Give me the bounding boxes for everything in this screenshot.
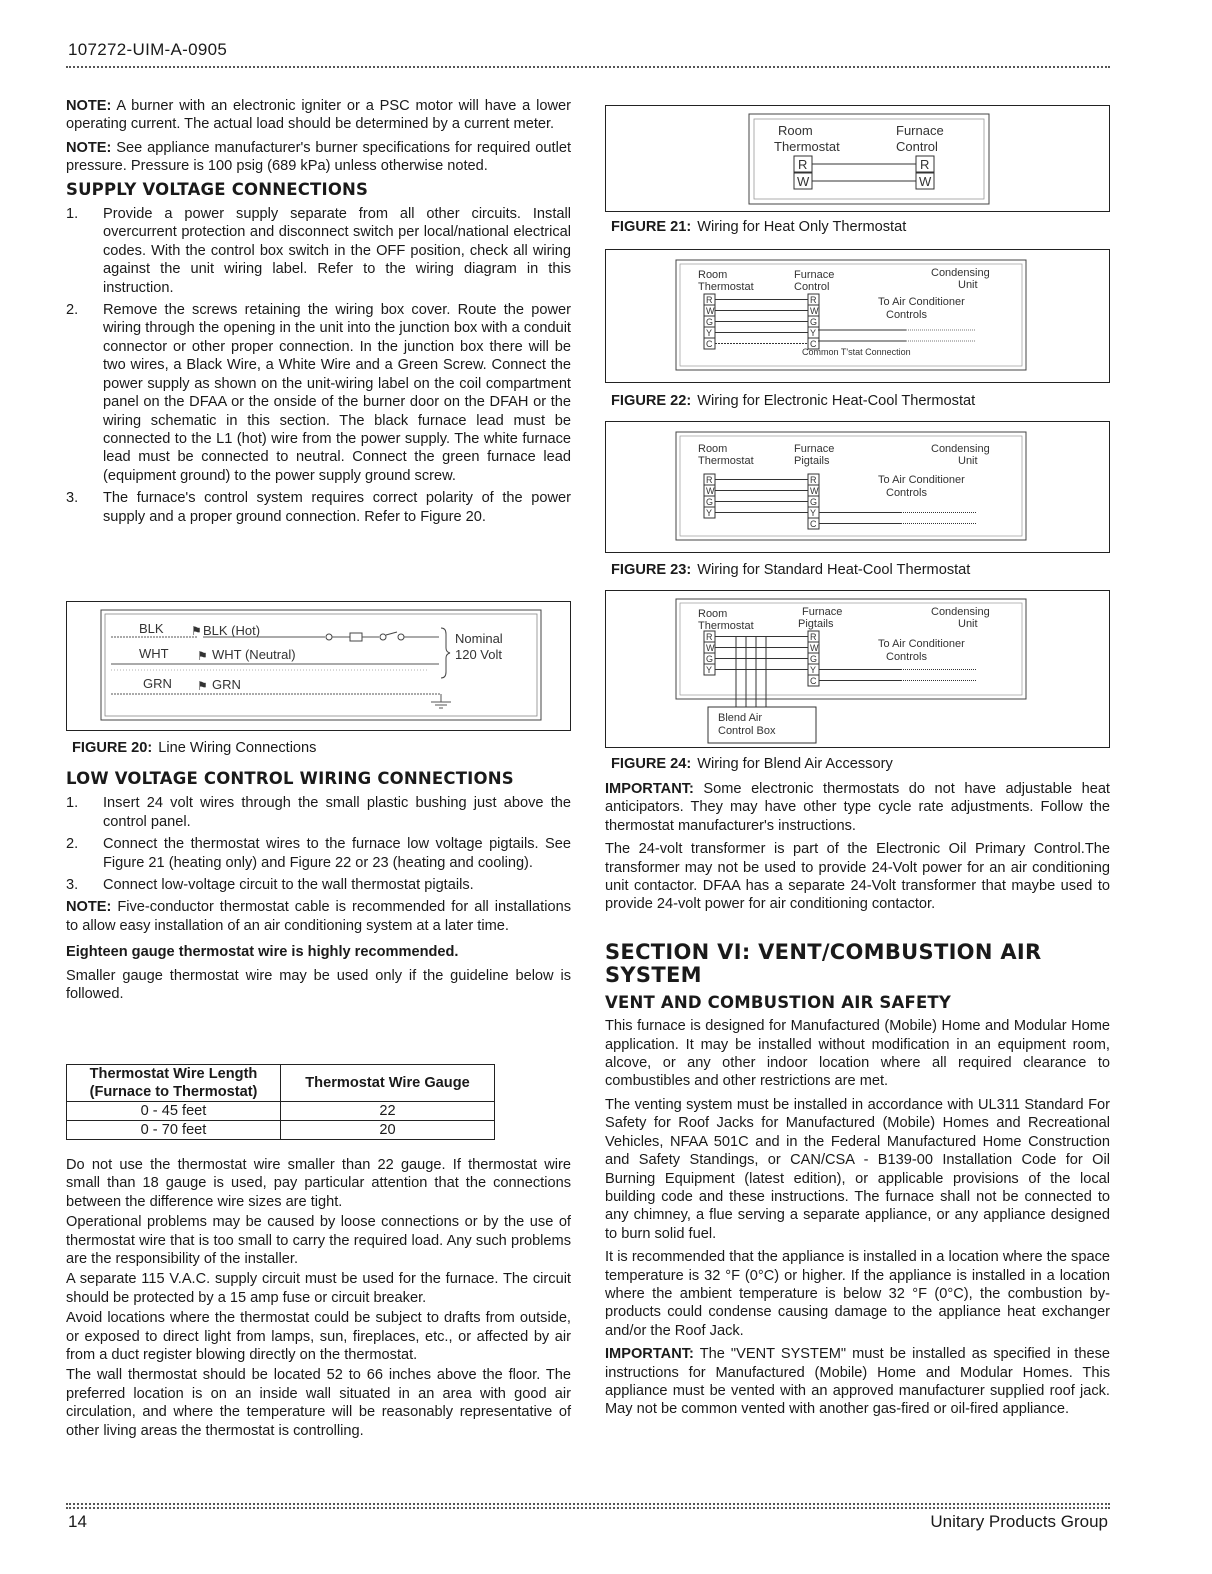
caption-text: Wiring for Standard Heat-Cool Thermostat: [697, 562, 971, 578]
terminal-y: Y: [810, 665, 817, 675]
header-line: Thermostat Wire Length: [89, 1066, 258, 1082]
document-id: 107272-UIM-A-0905: [68, 40, 228, 59]
terminal-r: R: [706, 632, 713, 642]
terminal-r: R: [706, 295, 713, 305]
col-header-gauge: Thermostat Wire Gauge: [281, 1065, 495, 1102]
terminal-w: W: [919, 174, 932, 189]
room-label: Room: [778, 123, 813, 138]
note-text: See appliance manufacturer's burner specifications for required outlet pressure. Pressure is 100 psig (689 kPa) unless otherwise noted.: [66, 139, 571, 175]
cell-length: 0 - 70 feet: [67, 1121, 281, 1140]
cell-length: 0 - 45 feet: [67, 1102, 281, 1121]
eighteen-gauge-note: Eighteen gauge thermostat wire is highly recommended.: [66, 944, 459, 961]
low-voltage-heading: LOW VOLTAGE CONTROL WIRING CONNECTIONS: [66, 769, 514, 788]
list-number: 1.: [66, 795, 79, 812]
line-wiring-diagram: [67, 602, 572, 732]
note-paragraph: [66, 898, 571, 935]
left-column: [66, 97, 571, 530]
blk-hot-label: BLK (Hot): [203, 623, 261, 638]
paragraph: It is recommended that the appliance is installed in a location where the space temperature is 32 °F (0°C) or higher. If the appliance is installed in a location where the ambient temperature is below 32 °F (0°C), the combustion by-products could condense causing damage to the appliance heat exchanger and/or the Roof Jack.: [605, 1249, 1110, 1339]
list-text: Provide a power supply separate from all other circuits. Install overcurrent protection and disconnect switch per local/national electrical codes. With the control box switch in the OFF position, check all wiring against the unit wiring label. Refer to the wiring diagram in this instruction.: [103, 206, 571, 296]
terminal-g: G: [810, 497, 818, 507]
important-paragraph: [605, 780, 1110, 835]
caption-label: FIGURE 22:: [611, 393, 692, 409]
caption-label: FIGURE 20:: [72, 740, 153, 756]
low-voltage-steps-list: [66, 794, 571, 894]
terminal-c: C: [706, 339, 713, 349]
to-air-conditioner-label: To Air Conditioner: [878, 474, 965, 486]
list-text: The furnace's control system requires correct polarity of the power supply and a proper ground connection. Refer to Figure 20.: [103, 490, 571, 525]
figure-21-heat-only: [605, 105, 1110, 212]
condensing-label: Condensing: [931, 267, 990, 279]
col-header-length: [67, 1065, 281, 1102]
figure-24-blend-air: [605, 590, 1110, 748]
left-column-bottom: [66, 1156, 571, 1442]
important-label: IMPORTANT:: [605, 781, 694, 797]
terminal-w: W: [706, 306, 715, 316]
terminal-g: G: [810, 654, 818, 664]
terminal-g: G: [706, 317, 714, 327]
section-title-line: SYSTEM: [605, 962, 702, 987]
list-number: 2.: [66, 836, 79, 853]
vent-safety-heading: VENT AND COMBUSTION AIR SAFETY: [605, 992, 952, 1012]
note-paragraph: [66, 97, 571, 134]
list-text: Connect low-voltage circuit to the wall thermostat pigtails.: [103, 877, 474, 894]
table-row: [67, 1102, 495, 1121]
note-paragraph: [66, 139, 571, 176]
terminal-w: W: [810, 643, 819, 653]
terminal-r: R: [798, 157, 808, 172]
wire-nut-icon: ⚑: [191, 624, 202, 638]
terminal-w: W: [810, 306, 819, 316]
list-text: Remove the screws retaining the wiring box cover. Route the power wiring through the opening in the unit into the junction box with a conduit connector or other proper connection. In the junction box there will be two wires, a Black Wire, a White Wire and a Green Screw. Connect the power supply as shown on the unit-wiring label on the coil compartment panel on the DFAA or the onside of the burner door on the DFAH or the wiring schematic in this section. The black furnace lead must be connected to the L1 (hot) wire from the power supply. The white furnace lead must be connected to neutral. Connect the green furnace lead (equipment ground) to the power supply ground screw.: [103, 302, 571, 484]
list-item: [66, 835, 571, 872]
figure-24-caption: [611, 756, 893, 772]
page-number: 14: [68, 1512, 87, 1531]
paragraph: Avoid locations where the thermostat could be subject to drafts from outside, or exposed to direct light from lamps, sun, fireplaces, etc., or affected by air from a duct register blowing directly on the thermostat.: [66, 1310, 571, 1364]
figure-23-caption: [611, 562, 970, 578]
wht-neutral-label: WHT (Neutral): [212, 647, 296, 662]
terminal-y: Y: [810, 508, 817, 518]
furnace-label: Furnace: [802, 606, 843, 618]
pigtails-label: Pigtails: [794, 455, 830, 467]
terminal-y: Y: [810, 328, 817, 338]
figure-21-caption: [611, 219, 906, 235]
list-number: 3.: [66, 877, 79, 894]
paragraph: The wall thermostat should be located 52 to 66 inches above the floor. The preferred location is on an inside wall situated in an area with good air circulation, and where the temperature will be reasonably representative of other living areas the thermostat is controlling.: [66, 1367, 571, 1439]
terminal-y: Y: [706, 508, 713, 518]
caption-label: FIGURE 24:: [611, 756, 692, 772]
figure-23-standard-heat-cool: [605, 421, 1110, 553]
terminal-w: W: [706, 643, 715, 653]
terminal-c: C: [810, 519, 817, 529]
supply-voltage-heading: SUPPLY VOLTAGE CONNECTIONS: [66, 179, 369, 199]
important-label: IMPORTANT:: [605, 1346, 694, 1363]
important-paragraph: [605, 1345, 1110, 1419]
condensing-label: Condensing: [931, 606, 990, 618]
terminal-y: Y: [706, 328, 713, 338]
room-label: Room: [698, 269, 728, 281]
important-text: The "VENT SYSTEM" must be installed as specified in these instructions for Manufactured (Mobile) Home and Modular Homes. This appliance must be vented with an approved manufacturer supplied roof jack. May not be common vented with another gas-fired or oil-fired appliance.: [605, 1346, 1110, 1418]
wire-nut-icon: ⚑: [197, 649, 208, 663]
heat-only-diagram: [606, 106, 1111, 213]
section-title-line: SECTION VI: VENT/COMBUSTION AIR: [605, 939, 1042, 964]
note-text: Five-conductor thermostat cable is recommended for all installations to allow easy installation of an air conditioning system at a later time.: [66, 899, 571, 934]
terminal-r: R: [810, 475, 817, 485]
controls-label: Controls: [886, 309, 927, 321]
footer-rule: [66, 1507, 1110, 1509]
controls-label: Controls: [886, 651, 927, 663]
caption-label: FIGURE 21:: [611, 219, 692, 235]
pigtails-label: Pigtails: [798, 618, 834, 630]
cell-gauge: 20: [281, 1121, 495, 1140]
terminal-w: W: [706, 486, 715, 496]
list-number: 3.: [66, 490, 79, 507]
list-item: [66, 301, 571, 485]
unit-label: Unit: [958, 279, 978, 291]
condensing-label: Condensing: [931, 443, 990, 455]
grn-label-2: GRN: [212, 677, 241, 692]
furnace-label: Furnace: [896, 123, 944, 138]
thermostat-label: Thermostat: [698, 281, 754, 293]
to-air-conditioner-label: To Air Conditioner: [878, 638, 965, 650]
control-box-label: Control Box: [718, 725, 776, 737]
list-item: [66, 489, 571, 526]
terminal-y: Y: [706, 665, 713, 675]
electronic-heat-cool-diagram: [606, 250, 1111, 384]
list-item: [66, 794, 571, 831]
terminal-r: R: [920, 157, 930, 172]
thermostat-label: Thermostat: [698, 620, 754, 632]
note-label: NOTE:: [66, 139, 112, 156]
nominal-label: Nominal: [455, 631, 503, 646]
unit-label: Unit: [958, 455, 978, 467]
thermostat-wire-table: [66, 1064, 495, 1140]
control-label: Control: [896, 139, 938, 154]
note-text: A burner with an electronic igniter or a PSC motor will have a lower operating current. The actual load should be determined by a current meter.: [66, 98, 571, 133]
grn-label: GRN: [143, 676, 172, 691]
header-rule: [66, 66, 1110, 68]
wire-nut-icon: ⚑: [197, 679, 208, 693]
blend-air-diagram: [606, 591, 1111, 749]
paragraph: Do not use the thermostat wire smaller than 22 gauge. If thermostat wire small than 18 gauge is used, pay particular attention that the connections between the difference wire sizes are tight.: [66, 1157, 571, 1210]
to-air-conditioner-label: To Air Conditioner: [878, 296, 965, 308]
smaller-gauge-paragraph: Smaller gauge thermostat wire may be used only if the guideline below is followed.: [66, 967, 571, 1003]
paragraph: Operational problems may be caused by loose connections or by the use of thermostat wire that is too small to carry the required load. Any such problems are the responsibility of the installer.: [66, 1214, 571, 1268]
list-text: Insert 24 volt wires through the small plastic bushing just above the control panel.: [103, 795, 571, 830]
furnace-label: Furnace: [794, 443, 835, 455]
caption-text: Wiring for Electronic Heat-Cool Thermostat: [697, 393, 976, 409]
supply-steps-list: [66, 205, 571, 526]
table-row: [67, 1121, 495, 1140]
caption-text: Line Wiring Connections: [158, 740, 317, 756]
wht-label: WHT: [139, 646, 169, 661]
common-connection-label: Common T'stat Connection: [802, 347, 911, 357]
thermostat-label: Thermostat: [698, 455, 754, 467]
figure-22-electronic-heat-cool: [605, 249, 1110, 383]
terminal-c: C: [810, 339, 817, 349]
figure-20-line-wiring: [66, 601, 571, 731]
list-item: [66, 205, 571, 297]
standard-heat-cool-diagram: [606, 422, 1111, 554]
controls-label: Controls: [886, 487, 927, 499]
list-item: [66, 876, 571, 894]
paragraph: The 24-volt transformer is part of the Electronic Oil Primary Control.The transformer may not be used to provide 24-Volt power for an air conditioning unit contactor. DFAA has a separate 24-Volt transformer that maybe used to provide 24-volt power for air conditioning contactor.: [605, 841, 1110, 913]
blend-air-label: Blend Air: [718, 712, 763, 724]
furnace-label: Furnace: [794, 269, 835, 281]
paragraph: The venting system must be installed in accordance with UL311 Standard For Safety for Roof Jacks for Manufactured (Mobile) Homes and Recreational Vehicles, NFAA 501C and in the Federal Manufactured Home Construction and Safety Standings, or CAN/CSA - B139-00 Installation Code for Oil Burning Equipment (latest edition), or applicable provisions of the local building code and these instructions. The furnace shall not be connected to any chimney, a flue serving a separate appliance, or any appliance designed to burn solid fuel.: [605, 1096, 1110, 1242]
paragraph: This furnace is designed for Manufactured (Mobile) Home and Modular Home application. It may be installed without modification in an equipment room, alcove, or any other indoor location where all required clearance to combustibles and other restrictions are met.: [605, 1018, 1110, 1090]
header-line: (Furnace to Thermostat): [89, 1084, 258, 1100]
terminal-w: W: [797, 174, 810, 189]
terminal-r: R: [810, 295, 817, 305]
right-column-text: [605, 780, 1110, 1424]
terminal-g: G: [810, 317, 818, 327]
left-column-lower: [66, 770, 571, 1008]
note-label: NOTE:: [66, 899, 112, 916]
room-label: Room: [698, 608, 728, 620]
terminal-r: R: [810, 632, 817, 642]
list-text: Connect the thermostat wires to the furnace low voltage pigtails. See Figure 21 (heating only) and Figure 22 or 23 (heating and cooling).: [103, 836, 571, 871]
terminal-w: W: [810, 486, 819, 496]
control-label: Control: [794, 281, 830, 293]
terminal-g: G: [706, 497, 714, 507]
section-vi-heading: [605, 941, 1110, 987]
caption-text: Wiring for Heat Only Thermostat: [697, 219, 907, 235]
terminal-r: R: [706, 475, 713, 485]
important-text: Some electronic thermostats do not have adjustable heat anticipators. They may have other type cycle rate adjustments. Follow the thermostat manufacturer's instructions.: [605, 781, 1110, 834]
list-number: 2.: [66, 302, 79, 319]
room-label: Room: [698, 443, 728, 455]
thermostat-label: Thermostat: [774, 139, 840, 154]
cell-gauge: 22: [281, 1102, 495, 1121]
caption-label: FIGURE 23:: [611, 562, 692, 578]
terminal-c: C: [810, 676, 817, 686]
terminal-g: G: [706, 654, 714, 664]
footer-rule: [66, 1503, 1110, 1505]
caption-text: Wiring for Blend Air Accessory: [697, 756, 893, 772]
unit-label: Unit: [958, 618, 978, 630]
voltage-label: 120 Volt: [455, 647, 502, 662]
company-name: Unitary Products Group: [930, 1512, 1108, 1531]
figure-22-caption: [611, 393, 975, 409]
blk-label: BLK: [139, 621, 164, 636]
figure-20-caption: [72, 740, 316, 756]
note-label: NOTE:: [66, 98, 112, 114]
list-number: 1.: [66, 206, 79, 223]
table-header-row: [67, 1065, 495, 1102]
paragraph: A separate 115 V.A.C. supply circuit must be used for the furnace. The circuit should be protected by a 15 amp fuse or circuit breaker.: [66, 1271, 571, 1306]
